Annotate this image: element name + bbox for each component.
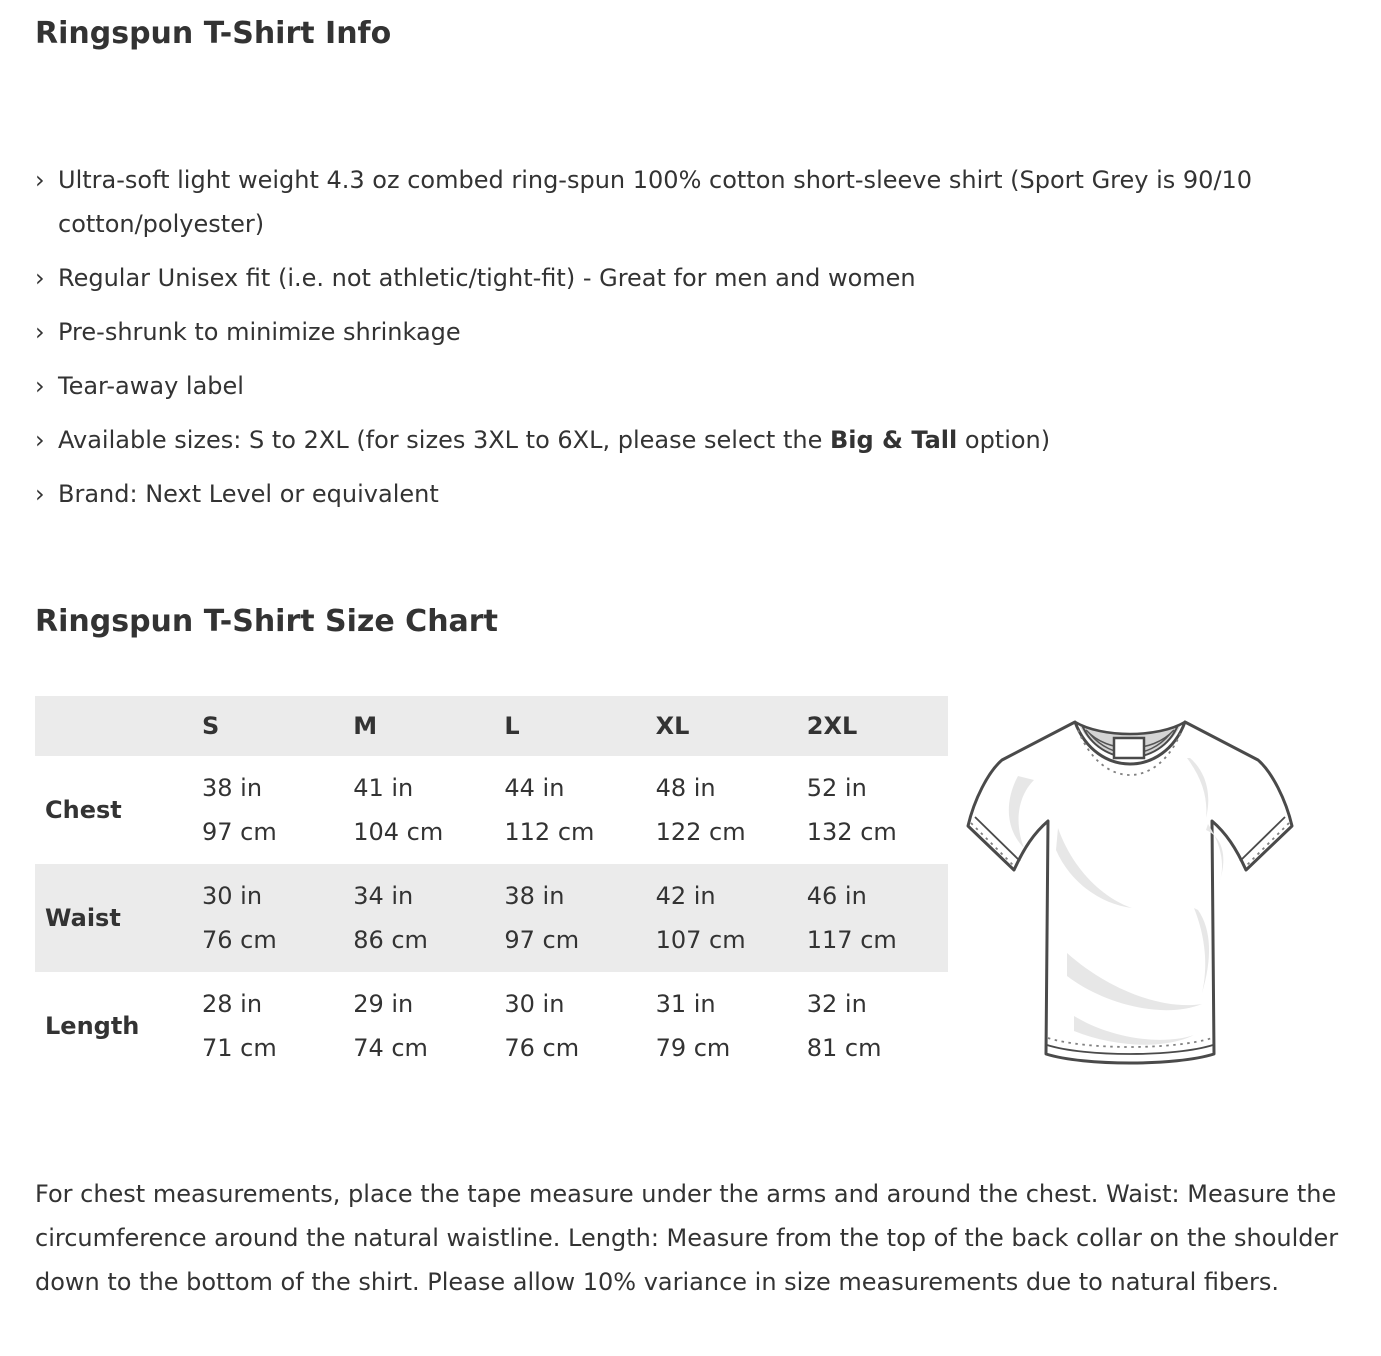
size-cell xyxy=(797,864,948,972)
size-inches: 34 in xyxy=(353,882,414,910)
size-inches: 38 in xyxy=(504,882,565,910)
list-item-bold-text: Big & Tall xyxy=(829,426,958,454)
size-column-header: XL xyxy=(655,712,690,740)
size-column-header: M xyxy=(353,712,378,740)
size-inches: 31 in xyxy=(655,990,716,1018)
size-centimeters: 71 cm xyxy=(202,1034,277,1062)
list-item-text: Regular Unisex fit (i.e. not athletic/tight-fit) - Great for men and women xyxy=(58,264,916,292)
size-centimeters: 86 cm xyxy=(353,926,428,954)
size-centimeters: 76 cm xyxy=(504,1034,580,1062)
list-item xyxy=(35,158,1346,246)
size-inches: 44 in xyxy=(504,774,565,802)
list-item-text: option) xyxy=(957,426,1051,454)
corner-cell xyxy=(35,696,192,756)
size-cell xyxy=(494,756,645,864)
size-chart-heading: Ringspun T-Shirt Size Chart xyxy=(35,604,498,639)
size-centimeters: 132 cm xyxy=(806,818,897,846)
list-item-text: Ultra-soft light weight 4.3 oz combed ring-spun 100% cotton short-sleeve shirt (Sport Grey is 90/10 cotton/polyester) xyxy=(58,166,1253,238)
size-inches: 30 in xyxy=(504,990,565,1018)
size-centimeters: 81 cm xyxy=(806,1034,882,1062)
tshirt-line-drawing-svg xyxy=(962,698,1298,1090)
table-row-chest xyxy=(35,756,948,864)
table-row-waist xyxy=(35,864,948,972)
table-row-length xyxy=(35,972,948,1080)
size-centimeters: 112 cm xyxy=(504,818,595,846)
size-cell xyxy=(343,864,494,972)
size-cell xyxy=(343,972,494,1080)
list-item-text: Tear-away label xyxy=(58,372,244,400)
chevron-bullet-icon: › xyxy=(35,480,45,508)
size-inches: 48 in xyxy=(655,774,716,802)
size-column-header: S xyxy=(202,712,220,740)
size-chart-header-row xyxy=(35,696,948,756)
list-item xyxy=(35,364,1346,408)
size-cell xyxy=(192,756,343,864)
size-inches: 30 in xyxy=(202,882,263,910)
size-cell xyxy=(494,972,645,1080)
size-inches: 29 in xyxy=(353,990,414,1018)
list-item xyxy=(35,310,1346,354)
size-centimeters: 122 cm xyxy=(655,818,746,846)
size-centimeters: 104 cm xyxy=(353,818,444,846)
size-inches: 46 in xyxy=(806,882,867,910)
size-inches: 41 in xyxy=(353,774,414,802)
size-cell xyxy=(192,972,343,1080)
size-centimeters: 107 cm xyxy=(655,926,746,954)
size-inches: 42 in xyxy=(655,882,716,910)
row-label: Chest xyxy=(45,796,122,824)
size-cell xyxy=(494,864,645,972)
size-inches: 32 in xyxy=(806,990,867,1018)
size-cell xyxy=(192,864,343,972)
size-centimeters: 76 cm xyxy=(202,926,277,954)
chevron-bullet-icon: › xyxy=(35,166,45,194)
size-centimeters: 97 cm xyxy=(504,926,580,954)
size-centimeters: 117 cm xyxy=(806,926,897,954)
size-inches: 28 in xyxy=(202,990,263,1018)
chevron-bullet-icon: › xyxy=(35,372,45,400)
size-chart-table xyxy=(35,696,948,1080)
size-cell xyxy=(797,756,948,864)
size-column-header: L xyxy=(504,712,520,740)
chevron-bullet-icon: › xyxy=(35,264,45,292)
list-item xyxy=(35,418,1346,462)
info-heading: Ringspun T-Shirt Info xyxy=(35,16,392,51)
size-cell xyxy=(646,972,797,1080)
size-centimeters: 79 cm xyxy=(655,1034,731,1062)
tshirt-neck-label xyxy=(1114,738,1144,758)
list-item-text: Available sizes: S to 2XL (for sizes 3XL to 6XL, please select the xyxy=(58,426,830,454)
size-cell xyxy=(797,972,948,1080)
list-item xyxy=(35,472,1346,516)
size-inches: 52 in xyxy=(806,774,867,802)
tshirt-body xyxy=(968,722,1292,1063)
size-chart-section xyxy=(35,696,1346,1094)
size-centimeters: 74 cm xyxy=(353,1034,428,1062)
size-cell xyxy=(646,864,797,972)
row-label: Length xyxy=(45,1012,140,1040)
chevron-bullet-icon: › xyxy=(35,318,45,346)
row-label: Waist xyxy=(45,904,121,932)
size-centimeters: 97 cm xyxy=(202,818,277,846)
size-cell xyxy=(343,756,494,864)
size-column-header: 2XL xyxy=(806,712,858,740)
list-item-text: Pre-shrunk to minimize shrinkage xyxy=(58,318,461,346)
size-inches: 38 in xyxy=(202,774,263,802)
chevron-bullet-icon: › xyxy=(35,426,45,454)
list-item xyxy=(35,256,1346,300)
feature-list xyxy=(35,158,1346,516)
tshirt-illustration xyxy=(962,698,1298,1094)
size-cell xyxy=(646,756,797,864)
list-item-text: Brand: Next Level or equivalent xyxy=(58,480,439,508)
measurement-instructions: For chest measurements, place the tape measure under the arms and around the chest. Waist: Measure the circumference around the natural waistline. Length: Measure from the top of the back collar on the shoulder down to the bottom of the shirt. Please allow 10% variance in size measurements due to natural fibers. xyxy=(35,1180,1339,1296)
